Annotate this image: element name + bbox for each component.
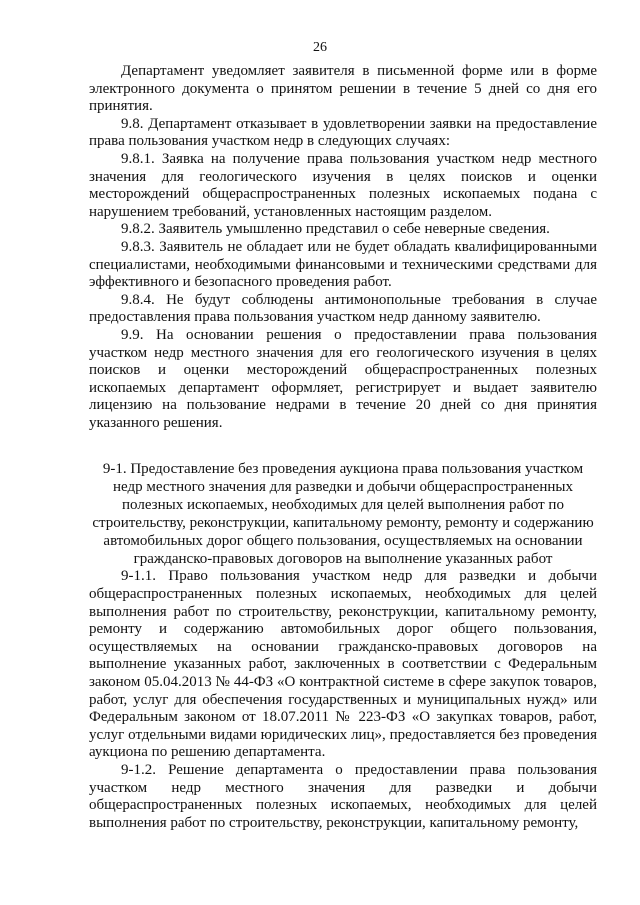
paragraph-9-9: 9.9. На основании решения о предоставлении права пользования участком недр местного значения для его геологического изучения в целях поисков и оценки месторождений общераспространенных полезных ископаемых департамент оформляет, регистрирует и выдает заявителю лицензию на пользование недрами в течение 20 дней со дня принятия указанного решения. — [89, 326, 597, 431]
page-number: 26 — [313, 40, 327, 55]
paragraph-9-8-3: 9.8.3. Заявитель не обладает или не будет обладать квалифицированными специалистами, необходимыми финансовыми и техническими средствами для эффективного и безопасного проведения работ. — [89, 238, 597, 291]
paragraph-9-8-1: 9.8.1. Заявка на получение права пользования участком недр местного значения для геологического изучения в целях поисков и оценки месторождений общераспространенных полезных ископаемых подана с нарушением требований, установленных настоящим разделом. — [89, 150, 597, 220]
paragraph-9-8-2: 9.8.2. Заявитель умышленно представил о себе неверные сведения. — [121, 221, 550, 238]
section-heading-9-1: 9-1. Предоставление без проведения аукциона права пользования участком недр местного значения для разведки и добычи общераспространенных полезных ископаемых, необходимых для целей выполнения работ по строительству, реконструкции, капитальному ремонту, ремонту и содержанию автомобильных дорог общего пользования, осуществляемых на основании гражданско-правовых договоров на выполнение указанных работ — [92, 461, 594, 568]
paragraph-9-1-1: 9-1.1. Право пользования участком недр для разведки и добычи общераспространенных полезных ископаемых, необходимых для целей выполнения работ по строительству, реконструкции, капитальному ремонту, ремонту и содержанию автомобильных дорог общего пользования, осуществляемых на основании гражданско-правовых договоров на выполнение указанных работ, заключенных в соответствии с Федеральным законом 05.04.2013 № 44-ФЗ «О контрактной системе в сфере закупок товаров, работ, услуг для обеспечения государственных и муниципальных нужд» или Федеральным законом от 18.07.2011 № 223-ФЗ «О закупках товаров, работ, услуг отдельными видами юридических лиц», предоставляется без проведения аукциона по решению департамента. — [89, 568, 597, 761]
paragraph-9-1-2: 9-1.2. Решение департамента о предоставлении права пользования участком недр местного значения для разведки и добычи общераспространенных полезных ископаемых, необходимых для целей выполнения работ по строительству, реконструкции, капитальному ремонту, — [89, 762, 597, 831]
document-body — [89, 63, 597, 832]
paragraph-9-8-4: 9.8.4. Не будут соблюдены антимонопольные требования в случае предоставления права пользования участком недр данному заявителю. — [89, 291, 597, 326]
paragraph-notification: Департамент уведомляет заявителя в письменной форме или в форме электронного документа о принятом решении в течение 5 дней со дня его принятия. — [89, 63, 597, 115]
paragraph-9-8: 9.8. Департамент отказывает в удовлетворении заявки на предоставление права пользования участком недр в следующих случаях: — [89, 115, 597, 150]
